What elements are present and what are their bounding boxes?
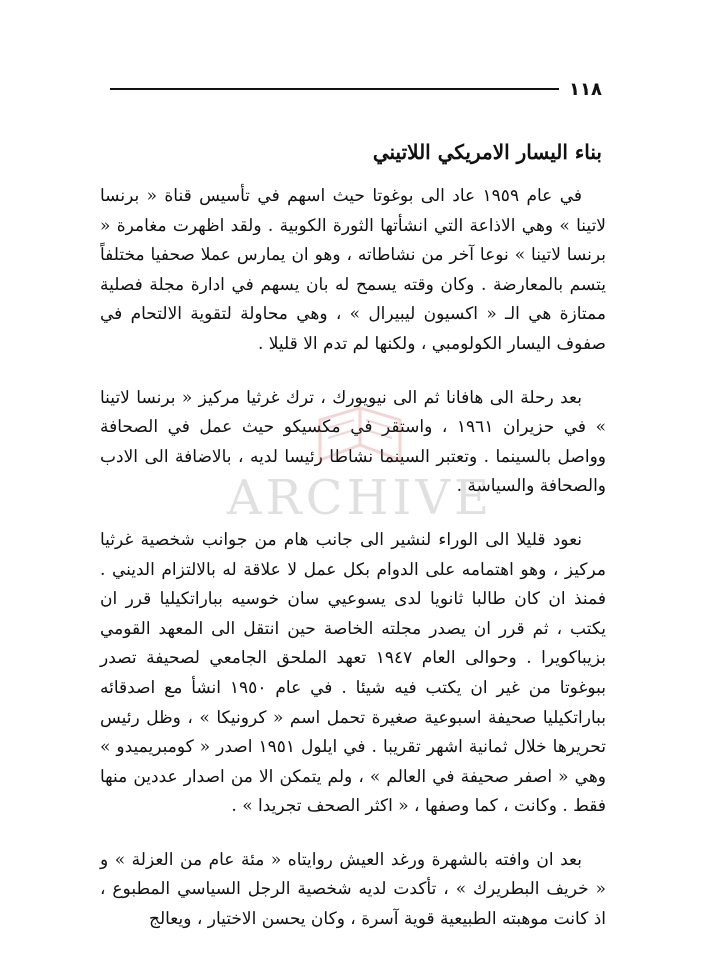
watermark-text: ARCHIVE: [226, 470, 494, 526]
paragraph-1: في عام ١٩٥٩ عاد الى بوغوتا حيث اسهم في تأسيس قناة « برنسا لاتينا » وهي الاذاعة التي انشأتها الثورة الكوبية . ولقد اظهرت مغامرة « برنسا لاتينا » نوعا آخر من نشاطاته ، وهو ان يمارس عملا صحفيا مختلفاً يتسم بالمعارضة . وكان وقته يسمح له بان يسهم في ادارة مجلة فصلية ممتازة هي الـ « اكسيون ليبيرال » ، وهي محاولة لتقوية الالتحام في صفوف اليسار الكولومبي ، ولكنها لم تدم الا قليلا .: [100, 186, 606, 354]
page-number: ١١٨: [569, 78, 602, 100]
section-title: بناء اليسار الامريكي اللاتيني: [372, 140, 602, 164]
page-header: [110, 78, 602, 100]
paragraph-2: بعد رحلة الى هافانا ثم الى نيويورك ، ترك غرثيا مركيز « برنسا لاتينا » في حزيران ١٩٦١ ، واستقر في مكسيكو حيث عمل في الصحافة وواصل بالسينما . وتعتبر السينما نشاطا رئيسا لديه ، بالاضافة الى الادب والصحافة والسياسة .: [100, 387, 606, 497]
header-rule: [110, 88, 559, 90]
paragraph-3: نعود قليلا الى الوراء لنشير الى جانب هام من جوانب شخصية غرثيا مركيز ، وهو اهتمامه على الدوام بكل عمل لا علاقة له بالالتزام الديني . فمنذ ان كان طالبا ثانويا لدى يسوعيي سان خوسيه بباراتكيليا قرر ان يكتب ، ثم قرر ان يصدر مجلته الخاصة حين انتقل الى المعهد القومي بزيباكويرا . وحوالى العام ١٩٤٧ تعهد الملحق الجامعي لصحيفة تصدر ببوغوتا من غير ان يكتب فيه شيئا . في عام ١٩٥٠ انشأ مع اصدقائه بباراتكيليا صحيفة اسبوعية صغيرة تحمل اسم « كرونيكا » ، وظل رئيس تحريرها خلال ثمانية اشهر تقريبا . في ايلول ١٩٥١ اصدر « كومبريميدو » وهي « اصفر صحيفة في العالم » ، ولم يتمكن الا من اصدار عددين منها فقط . وكانت ، كما وصفها ، « اكثر الصحف تجريدا » .: [100, 529, 606, 817]
body-text: [100, 182, 606, 959]
paragraph-4: بعد ان وافته بالشهرة ورغد العيش روايتاه « مئة عام من العزلة » و « خريف البطريرك » ، تأكدت لديه شخصية الرجل السياسي المطبوع ، اذ كانت موهبته الطبيعية قوية آسرة ، وكان يحسن الاختيار ، ويعالج: [100, 849, 606, 930]
